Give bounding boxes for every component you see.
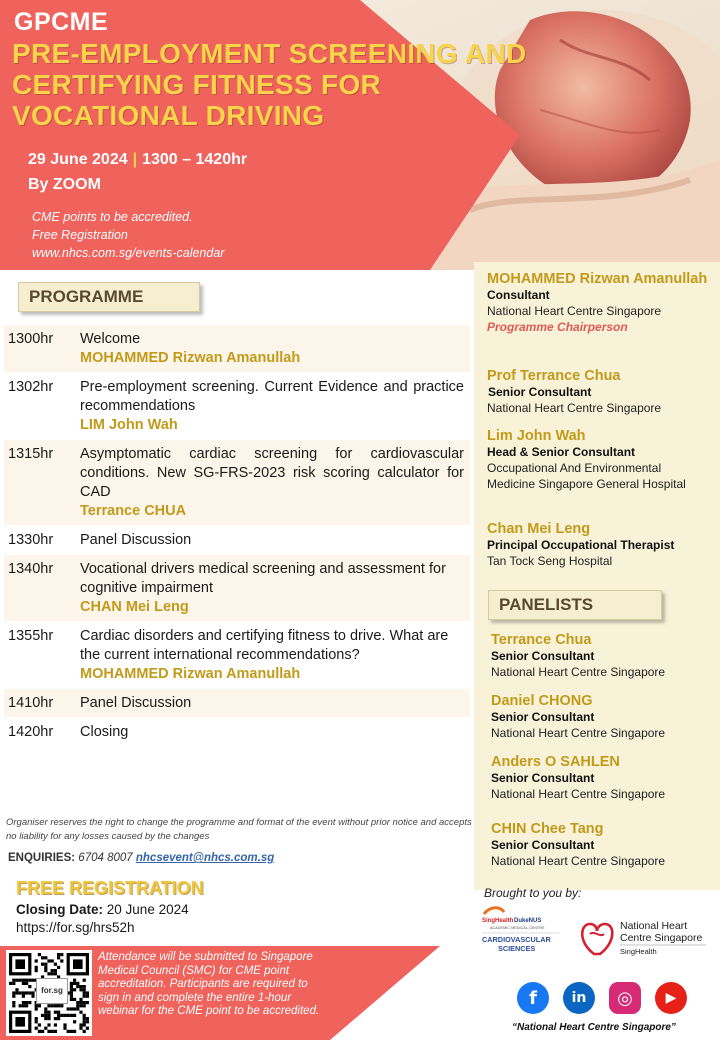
event-date-time: 29 June 2024 | 1300 – 1420hr [28,151,248,168]
session-speaker: MOHAMMED Rizwan Amanullah [80,350,301,366]
programme-heading: PROGRAMME [18,282,200,312]
youtube-icon[interactable]: ▶ [655,982,687,1014]
event-title: PRE-EMPLOYMENT SCREENING AND CERTIFYING FITNESS FOR VOCATIONAL DRIVING [12,38,527,131]
svg-text:DukeNUS: DukeNUS [514,918,542,924]
speaker-card: Prof Terrance Chua Senior Consultant National Heart Centre Singapore [487,368,662,415]
svg-text:SCIENCES: SCIENCES [498,944,536,953]
speaker-card: Lim John Wah Head & Senior Consultant Occupational And Environmental Medicine Singapore General Hospital [487,428,686,491]
registration-qr-code[interactable] [6,950,92,1036]
panelists-heading: PANELISTS [488,590,662,620]
nhcs-tagline: “National Heart Centre Singapore” [512,1022,676,1033]
svg-text:National Heart: National Heart [620,920,688,932]
singhealth-dukenus-logo [480,904,568,958]
svg-text:ACADEMIC MEDICAL CENTRE: ACADEMIC MEDICAL CENTRE [490,926,545,930]
table-row: 1355hr Cardiac disorders and certifying fitness to drive. What are the current international recommendations? MOHAMMED Rizwan Amanullah [4,621,470,688]
brought-to-you-by: Brought to you by: [484,886,582,900]
table-row: 1300hr Welcome MOHAMMED Rizwan Amanullah [4,324,470,372]
speaker-card: MOHAMMED Rizwan Amanullah Consultant National Heart Centre Singapore Programme Chairperson [487,270,717,335]
nhcs-logo [576,916,716,960]
svg-text:Centre Singapore: Centre Singapore [620,932,703,944]
table-row: 1340hr Vocational drivers medical screening and assessment for cognitive impairment CHAN Mei Leng [4,554,470,621]
facebook-icon[interactable]: f [517,982,549,1014]
linkedin-icon[interactable]: in [563,982,595,1014]
enquiries: ENQUIRIES: 6704 8007 nhcsevent@nhcs.com.sg [8,852,275,864]
enquiries-phone: 6704 8007 [78,852,133,864]
header-banner [0,0,720,270]
session-speaker: LIM John Wah [80,417,178,433]
attendance-note: Attendance will be submitted to Singapore Medical Council (SMC) for CME point accreditation. Participants are required to sign in and complete the entire 1-hour webinar for the CME point to be accredited. [98,951,320,1017]
panelist-card: CHIN Chee Tang Senior Consultant National Heart Centre Singapore [491,821,666,868]
svg-text:CARDIOVASCULAR: CARDIOVASCULAR [482,935,551,944]
programme-table [4,324,470,764]
event-venue: By ZOOM [28,176,101,193]
qr-badge: for.sg [36,978,68,1004]
free-registration-heading: FREE REGISTRATION [16,878,204,898]
session-speaker: MOHAMMED Rizwan Amanullah [80,666,301,682]
table-row: 1420hr Closing [4,717,470,764]
table-row: 1410hr Panel Discussion [4,688,470,717]
speaker-card: Chan Mei Leng Principal Occupational Therapist Tan Tock Seng Hospital [487,521,675,568]
session-speaker: Terrance CHUA [80,503,187,519]
table-row: 1302hr Pre-employment screening. Current Evidence and practice recommendations LIM John Wah [4,372,470,439]
enquiries-email-link[interactable]: nhcsevent@nhcs.com.sg [135,852,275,864]
panelist-card: Terrance Chua Senior Consultant National Heart Centre Singapore [491,632,666,679]
chairperson-label: Programme Chairperson [487,320,628,334]
event-info: CME points to be accredited. Free Registration www.nhcs.com.sg/events-calendar [32,210,225,260]
svg-text:SingHealth: SingHealth [620,947,657,956]
events-calendar-link[interactable]: www.nhcs.com.sg/events-calendar [32,246,225,260]
panelist-card: Daniel CHONG Senior Consultant National Heart Centre Singapore [491,693,666,740]
org-name: GPCME [14,8,109,36]
session-speaker: CHAN Mei Leng [80,599,189,615]
social-links [517,982,687,1014]
panelist-card: Anders O SAHLEN Senior Consultant National Heart Centre Singapore [491,754,666,801]
closing-date: Closing Date: 20 June 2024 [16,902,189,917]
instagram-icon[interactable]: ◎ [609,982,641,1014]
table-row: 1315hr Asymptomatic cardiac screening for cardiovascular conditions. New SG-FRS-2023 risk scoring calculator for CAD Terrance CHUA [4,439,470,525]
disclaimer-text: Organiser reserves the right to change the programme and format of the event without prior notice and accepts no liability for any losses caused by the changes [6,817,472,842]
table-row: 1330hr Panel Discussion [4,525,470,554]
registration-link[interactable]: https://for.sg/hrs52h [16,920,135,935]
svg-text:SingHealth: SingHealth [482,918,514,924]
